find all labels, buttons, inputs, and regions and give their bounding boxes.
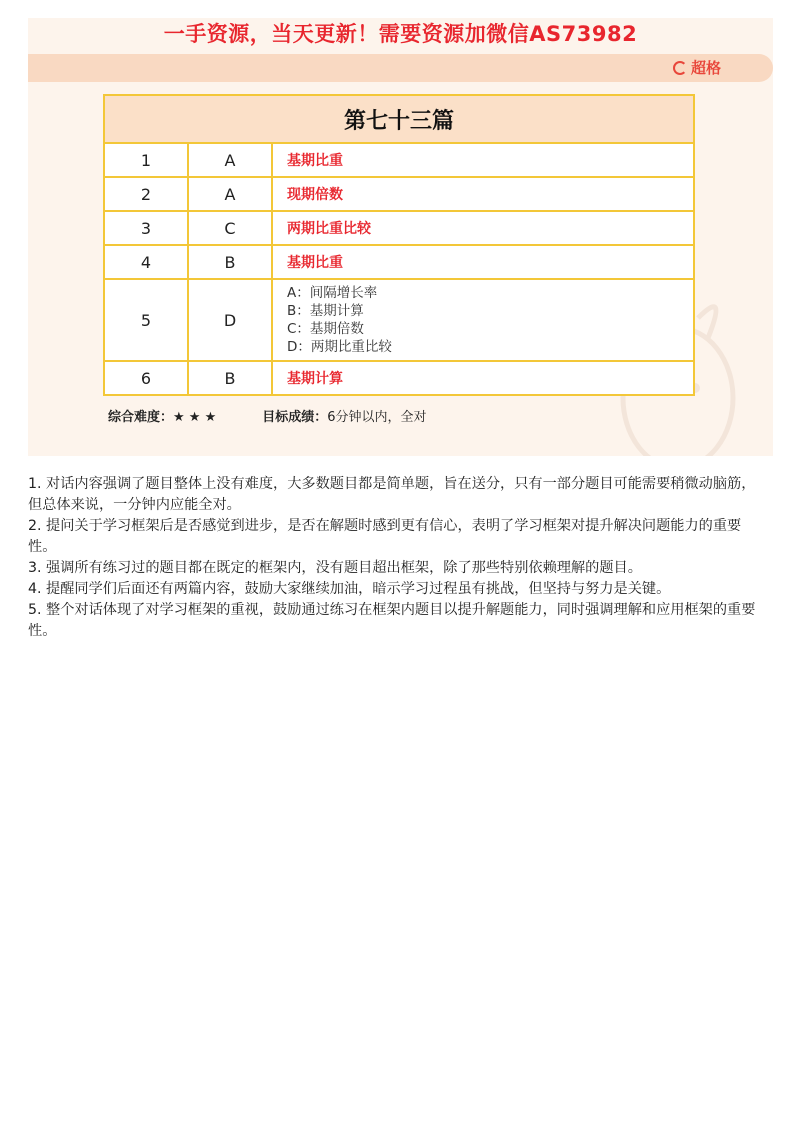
table-row	[104, 245, 694, 279]
summary-paragraph: 4. 提醒同学们后面还有两篇内容，鼓励大家继续加油，暗示学习过程虽有挑战，但坚持与努力是关键。	[28, 581, 671, 597]
summary-paragraph: 1. 对话内容强调了题目整体上没有难度，大多数题目都是简单题，旨在送分，只有一部分题目可能需要稍微动脑筋，但总体来说，一分钟内应能全对。	[28, 476, 756, 513]
question-number: 5	[104, 279, 188, 361]
answer-slide	[28, 18, 773, 456]
question-number: 2	[104, 177, 188, 211]
brand-g-icon	[673, 61, 687, 75]
option-topic-c: C：基期倍数	[287, 321, 364, 337]
option-topic-d: D：两期比重比较	[287, 339, 392, 355]
question-number: 6	[104, 361, 188, 395]
summary-paragraph: 3. 强调所有练习过的题目都在既定的框架内，没有题目超出框架，除了那些特别依赖理解的题目。	[28, 560, 642, 576]
answer-letter: D	[188, 279, 272, 361]
slide-footer	[108, 406, 427, 425]
answer-letter: B	[188, 361, 272, 395]
target-score	[262, 406, 426, 425]
answer-letter: B	[188, 245, 272, 279]
answer-table	[103, 94, 695, 396]
difficulty-label: 综合难度：	[108, 410, 174, 425]
question-number: 4	[104, 245, 188, 279]
brand-name: 超格	[690, 59, 721, 77]
question-number: 1	[104, 143, 188, 177]
question-topic: 基期计算	[272, 361, 694, 395]
question-topic: 现期倍数	[272, 177, 694, 211]
table-row	[104, 279, 694, 361]
target-label: 目标成绩：	[262, 410, 328, 425]
question-topic: 两期比重比较	[272, 211, 694, 245]
summary-paragraph: 2. 提问关于学习框架后是否感觉到进步，是否在解题时感到更有信心，表明了学习框架对提升解决问题能力的重要性。	[28, 518, 742, 555]
question-number: 3	[104, 211, 188, 245]
table-row	[104, 361, 694, 395]
option-topic-a: A：间隔增长率	[287, 285, 378, 301]
table-row	[104, 177, 694, 211]
option-topic-b: B：基期计算	[287, 303, 364, 319]
answer-letter: A	[188, 143, 272, 177]
table-title: 第七十三篇	[104, 95, 694, 143]
difficulty-stars: ★ ★ ★	[173, 410, 217, 425]
summary-text	[28, 474, 763, 642]
question-topic: 基期比重	[272, 245, 694, 279]
brand-logo	[673, 56, 721, 80]
header-bar	[28, 54, 773, 82]
table-row	[104, 211, 694, 245]
question-topic: 基期比重	[272, 143, 694, 177]
difficulty	[108, 406, 216, 425]
answer-letter: A	[188, 177, 272, 211]
option-topics	[272, 279, 694, 361]
promo-banner: 一手资源，当天更新！需要资源加微信AS73982	[163, 22, 638, 46]
answer-table-wrap	[103, 94, 695, 396]
target-value: 6分钟以内，全对	[327, 410, 427, 425]
table-row	[104, 143, 694, 177]
summary-paragraph: 5. 整个对话体现了对学习框架的重视，鼓励通过练习在框架内题目以提升解题能力，同时强调理解和应用框架的重要性。	[28, 602, 756, 639]
answer-letter: C	[188, 211, 272, 245]
